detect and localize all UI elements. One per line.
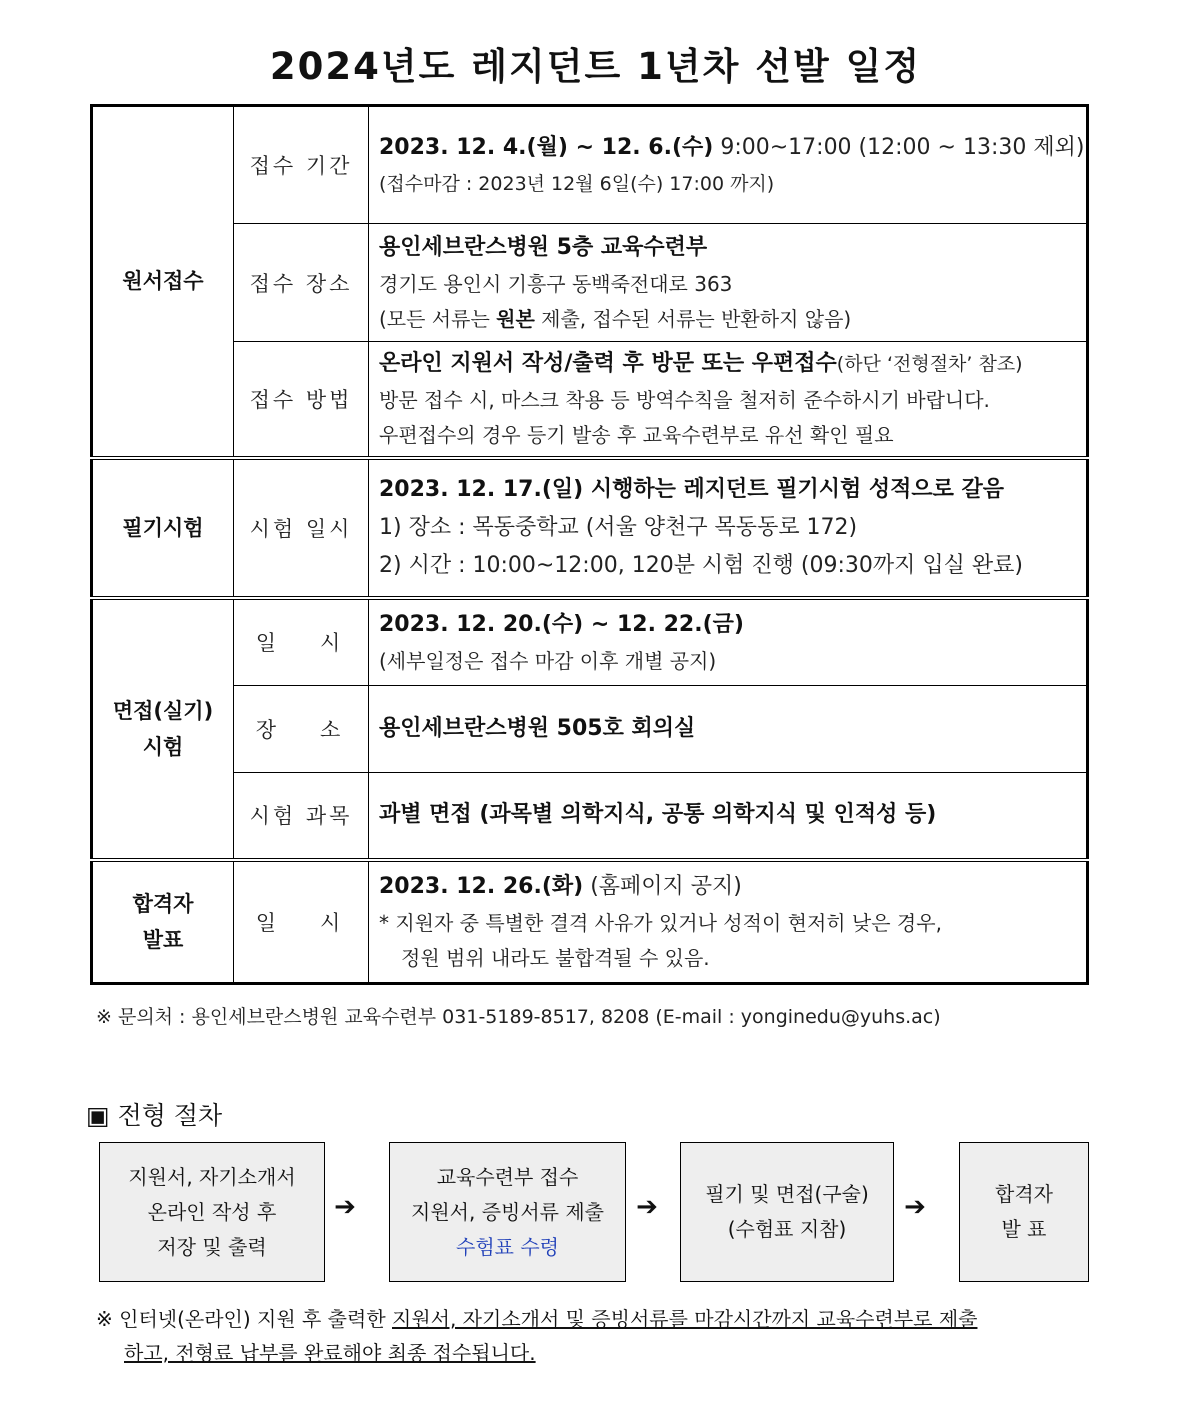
section-header-application: 원서접수: [92, 106, 234, 458]
period-hours: 9:00~17:00 (12:00 ~ 13:30 제외): [713, 134, 1085, 160]
interview-header-line2: 시험: [142, 734, 184, 759]
written-place: 1) 장소 : 목동중학교 (서울 양천구 목동동로 172): [379, 514, 858, 540]
method-ref: (하단 ‘전형절차’ 참조): [836, 352, 1023, 375]
place-note-b: 제출, 접수된 서류는 반환하지 않음): [534, 306, 852, 331]
row-label-interview-subject: 시험 과목: [234, 773, 369, 860]
footnote-line2: 하고, 전형료 납부를 완료해야 최종 접수됩니다.: [124, 1341, 536, 1365]
method-visit-note: 방문 접수 시, 마스크 착용 등 방역수칙을 철저히 준수하시기 바랍니다.: [379, 387, 990, 412]
schedule-table: [90, 104, 1089, 985]
row-label-written-date: 시험 일시: [234, 458, 369, 598]
procedure-title: ▣ 전형 절차: [86, 1101, 223, 1130]
method-post-note: 우편접수의 경우 등기 발송 후 교육수련부로 유선 확인 필요: [379, 422, 894, 447]
row-content-method: [369, 342, 1088, 458]
interview-subject: 과별 면접 (과목별 의학지식, 공통 의학지식 및 인적성 등): [379, 802, 937, 828]
page-title: 2024년도 레지던트 1년차 선발 일정: [269, 45, 922, 88]
step4-line2: 발 표: [1001, 1217, 1047, 1241]
row-content-period: [369, 106, 1088, 224]
row-label-place: 접수 장소: [234, 224, 369, 342]
row-label-interview-place: 장 소: [234, 686, 369, 773]
row-content-place: [369, 224, 1088, 342]
row-content-interview-date: [369, 598, 1088, 686]
interview-date-note: (세부일정은 접수 마감 이후 개별 공지): [379, 648, 717, 673]
footnote-plain: 인터넷(온라인) 지원 후 출력한: [119, 1307, 392, 1331]
step2-line2: 지원서, 증빙서류 제출: [411, 1199, 604, 1224]
table-row: [92, 458, 1088, 598]
table-row: [92, 773, 1088, 860]
interview-place: 용인세브란스병원 505호 회의실: [379, 716, 696, 741]
table-row: [92, 686, 1088, 773]
written-main: 2023. 12. 17.(일) 시행하는 레지던트 필기시험 성적으로 갈음: [379, 476, 1005, 502]
section-header-written: 필기시험: [92, 458, 234, 598]
interview-dates: 2023. 12. 20.(수) ~ 12. 22.(금): [379, 611, 744, 637]
announcement-note-2: 정원 범위 내라도 불합격될 수 있음.: [401, 945, 710, 970]
step4-line1: 합격자: [995, 1182, 1053, 1206]
procedure-step-3: [680, 1142, 894, 1282]
footnote-underlined: 지원서, 자기소개서 및 증빙서류를 마감시간까지 교육수련부로 제출: [392, 1307, 978, 1331]
procedure-step-4: [959, 1142, 1089, 1282]
arrow-right-icon: ➔: [636, 1192, 658, 1222]
place-address: 경기도 용인시 기흥구 동백죽전대로 363: [379, 271, 733, 296]
announcement-note-1: * 지원자 중 특별한 결격 사유가 있거나 성적이 현저히 낮은 경우,: [379, 910, 942, 935]
table-row: [92, 598, 1088, 686]
step1-line3: 저장 및 출력: [157, 1234, 267, 1259]
table-row: [92, 342, 1088, 458]
place-note-original: 원본: [496, 306, 535, 331]
row-label-method: 접수 방법: [234, 342, 369, 458]
contact-info: ※ 문의처 : 용인세브란스병원 교육수련부 031-5189-8517, 8208 (E-mail : yonginedu@yuhs.ac): [96, 1006, 941, 1028]
announcement-method: (홈페이지 공지): [583, 873, 742, 899]
section-header-interview: [92, 598, 234, 860]
row-label-interview-date: 일 시: [234, 598, 369, 686]
table-row: [92, 106, 1088, 224]
table-row: [92, 860, 1088, 984]
step3-line2: (수험표 지참): [727, 1217, 847, 1241]
arrow-right-icon: ➔: [334, 1192, 356, 1222]
row-label-period: 접수 기간: [234, 106, 369, 224]
announcement-header-line2: 발표: [142, 927, 184, 952]
place-note-a: (모든 서류는: [379, 306, 497, 331]
arrow-right-icon: ➔: [904, 1192, 926, 1222]
place-name: 용인세브란스병원 5층 교육수련부: [379, 234, 708, 260]
step3-line1: 필기 및 면접(구술): [705, 1182, 869, 1206]
footnote: [96, 1302, 1116, 1370]
method-main: 온라인 지원서 작성/출력 후 방문 또는 우편접수: [379, 350, 837, 376]
procedure-step-2: [389, 1142, 626, 1282]
announcement-header-line1: 합격자: [132, 891, 194, 916]
row-content-interview-place: [369, 686, 1088, 773]
step2-line3: 수험표 수령: [456, 1234, 559, 1259]
period-dates: 2023. 12. 4.(월) ~ 12. 6.(수): [379, 134, 714, 160]
row-label-announcement-date: 일 시: [234, 860, 369, 984]
section-header-announcement: [92, 860, 234, 984]
step1-line2: 온라인 작성 후: [147, 1199, 277, 1224]
table-row: [92, 224, 1088, 342]
step2-line1: 교육수련부 접수: [436, 1164, 579, 1189]
procedure-step-1: [99, 1142, 325, 1282]
period-deadline: (접수마감 : 2023년 12월 6일(수) 17:00 까지): [379, 172, 775, 195]
written-time: 2) 시간 : 10:00~12:00, 120분 시험 진행 (09:30까지 입실 완료): [379, 552, 1023, 578]
announcement-date: 2023. 12. 26.(화): [379, 873, 584, 899]
interview-header-line1: 면접(실기): [112, 698, 214, 723]
step1-line1: 지원서, 자기소개서: [128, 1164, 296, 1189]
row-content-announcement: [369, 860, 1088, 984]
row-content-written: [369, 458, 1088, 598]
footnote-mark: ※: [96, 1307, 120, 1331]
row-content-interview-subject: [369, 773, 1088, 860]
